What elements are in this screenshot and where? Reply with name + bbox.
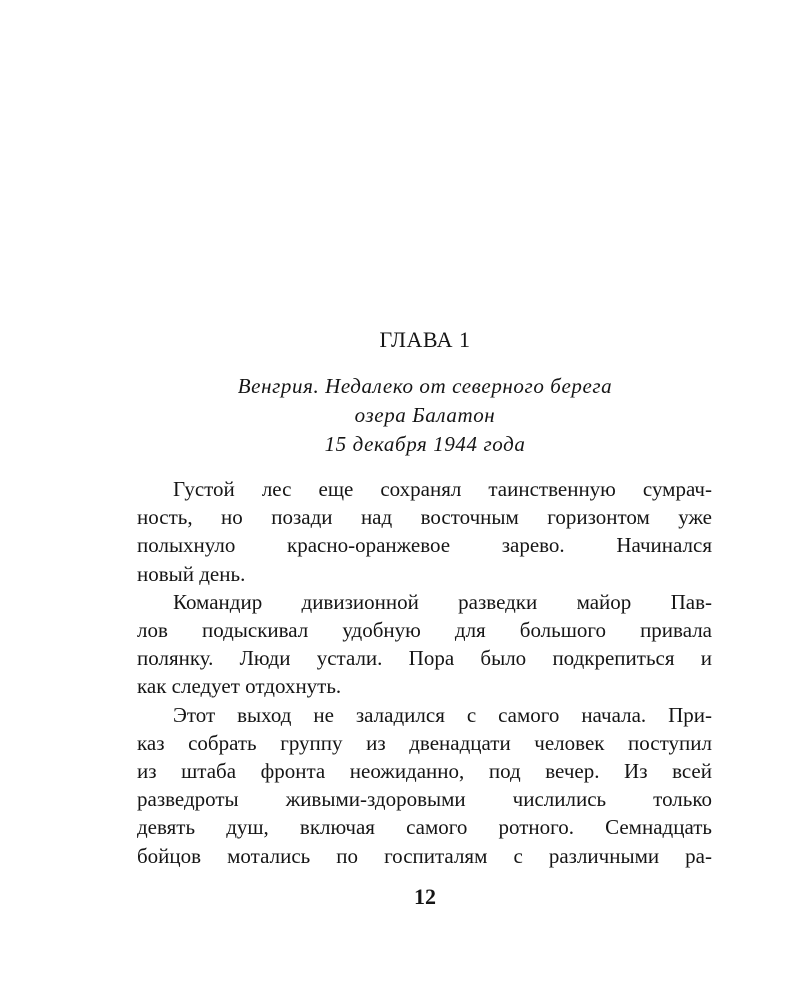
text-line: лов подыскивал удобную для большого привала [137,618,712,643]
epigraph-place-line-2: озера Балатон [354,403,496,427]
chapter-epigraph [0,372,800,459]
text-line: полянку. Люди устали. Пора было подкрепиться и [137,646,712,671]
paragraph [137,701,712,870]
text-line: из штаба фронта неожиданно, под вечер. Из всей [137,759,712,784]
text-line: бойцов мотались по госпиталям с различными ра- [137,843,712,868]
paragraph [137,475,712,588]
paragraph [137,588,712,701]
text-line: ность, но позади над восточным горизонтом уже [137,505,712,530]
text-line: девять душ, включая самого ротного. Семнадцать [137,815,712,840]
epigraph-date: 15 декабря 1944 года [324,432,526,456]
page-number: 12 [414,884,436,909]
text-line: полыхнуло красно-оранжевое зарево. Начинался [137,533,712,558]
text-line: Густой лес еще сохранял таинственную сумрач- [173,477,712,501]
text-line: новый день. [137,561,246,586]
text-line: каз собрать группу из двенадцати человек поступил [137,730,712,755]
text-line: Командир дивизионной разведки майор Пав- [173,589,712,614]
epigraph-place-line-1: Венгрия. Недалеко от северного берега [237,374,613,398]
body-text [137,475,712,870]
text-line: разведроты живыми-здоровыми числились только [137,787,712,812]
text-line: как следует отдохнуть. [137,674,342,699]
chapter-title: ГЛАВА 1 [379,327,471,352]
text-line: Этот выход не заладился с самого начала. При- [173,702,712,727]
